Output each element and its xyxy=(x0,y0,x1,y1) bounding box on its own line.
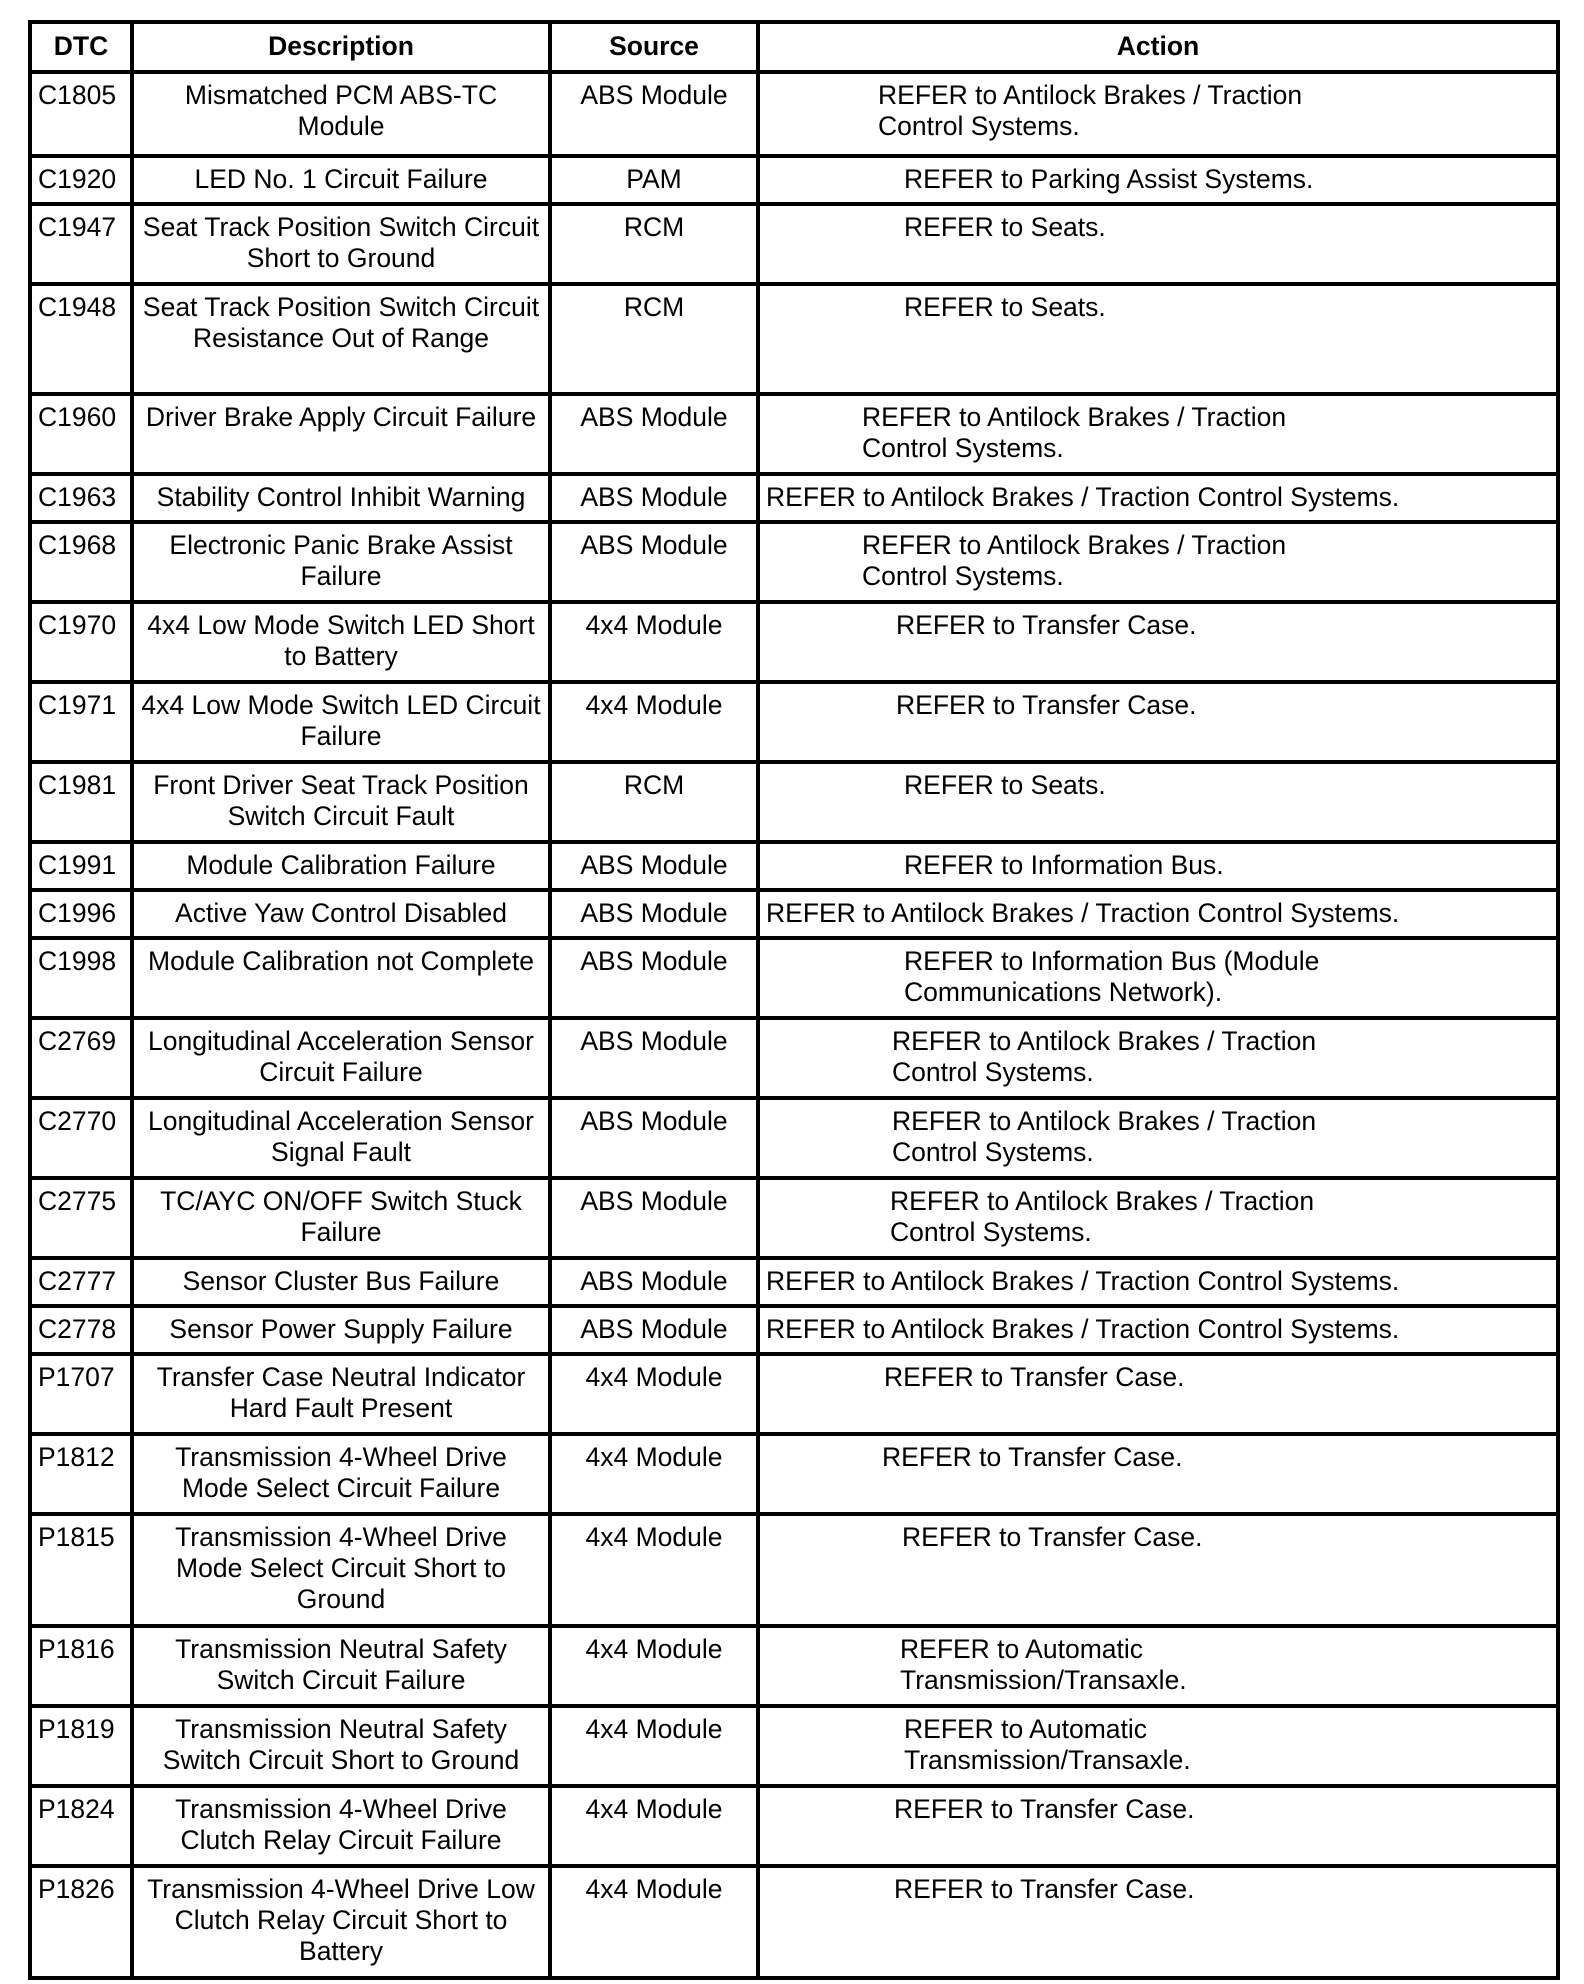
dtc-action xyxy=(758,474,1558,522)
dtc-code: P1816 xyxy=(30,1626,132,1706)
dtc-code: C1805 xyxy=(30,72,132,156)
dtc-code: C1970 xyxy=(30,602,132,682)
action-text: REFER to Antilock Brakes / Traction Control Systems. xyxy=(862,402,1287,463)
table-row xyxy=(30,474,1558,522)
dtc-code: C1981 xyxy=(30,762,132,842)
dtc-code: P1812 xyxy=(30,1434,132,1514)
action-text: REFER to Parking Assist Systems. xyxy=(904,164,1314,194)
dtc-description: Transmission 4-Wheel Drive Mode Select Circuit Short to Ground xyxy=(132,1514,550,1626)
table-row xyxy=(30,1434,1558,1514)
dtc-table-container xyxy=(28,20,1556,1980)
dtc-description: TC/AYC ON/OFF Switch Stuck Failure xyxy=(132,1178,550,1258)
dtc-action xyxy=(758,1098,1558,1178)
dtc-description: Transmission 4-Wheel Drive Clutch Relay Circuit Failure xyxy=(132,1786,550,1866)
dtc-source: 4x4 Module xyxy=(550,1434,758,1514)
dtc-source: ABS Module xyxy=(550,474,758,522)
dtc-action xyxy=(758,284,1558,394)
dtc-source: ABS Module xyxy=(550,938,758,1018)
table-row xyxy=(30,1626,1558,1706)
dtc-source: 4x4 Module xyxy=(550,1866,758,1978)
table-row xyxy=(30,156,1558,204)
dtc-description: Transmission 4-Wheel Drive Mode Select Circuit Failure xyxy=(132,1434,550,1514)
dtc-code: C1920 xyxy=(30,156,132,204)
table-row xyxy=(30,1354,1558,1434)
dtc-action xyxy=(758,1018,1558,1098)
dtc-code: C1963 xyxy=(30,474,132,522)
dtc-description: Longitudinal Acceleration Sensor Signal Fault xyxy=(132,1098,550,1178)
table-row xyxy=(30,72,1558,156)
dtc-code: C1971 xyxy=(30,682,132,762)
dtc-description: Front Driver Seat Track Position Switch Circuit Fault xyxy=(132,762,550,842)
action-text: REFER to Automatic Transmission/Transaxle. xyxy=(900,1634,1187,1695)
header-source: Source xyxy=(550,22,758,72)
dtc-code: C1998 xyxy=(30,938,132,1018)
table-row xyxy=(30,1178,1558,1258)
dtc-action xyxy=(758,1306,1558,1354)
table-row xyxy=(30,890,1558,938)
dtc-code: C1947 xyxy=(30,204,132,284)
dtc-source: RCM xyxy=(550,204,758,284)
table-row xyxy=(30,602,1558,682)
table-row xyxy=(30,1258,1558,1306)
table-row xyxy=(30,1866,1558,1978)
dtc-code: C1960 xyxy=(30,394,132,474)
dtc-code: P1824 xyxy=(30,1786,132,1866)
table-row xyxy=(30,522,1558,602)
header-action: Action xyxy=(758,22,1558,72)
dtc-description: LED No. 1 Circuit Failure xyxy=(132,156,550,204)
dtc-code: C2769 xyxy=(30,1018,132,1098)
dtc-action xyxy=(758,1354,1558,1434)
action-text: REFER to Transfer Case. xyxy=(882,1442,1183,1472)
table-row xyxy=(30,394,1558,474)
table-row xyxy=(30,1706,1558,1786)
dtc-source: 4x4 Module xyxy=(550,1514,758,1626)
table-row xyxy=(30,762,1558,842)
dtc-description: Sensor Power Supply Failure xyxy=(132,1306,550,1354)
action-text: REFER to Transfer Case. xyxy=(894,1874,1195,1904)
dtc-action xyxy=(758,938,1558,1018)
dtc-action xyxy=(758,1706,1558,1786)
dtc-code: C1948 xyxy=(30,284,132,394)
table-row xyxy=(30,682,1558,762)
table-row xyxy=(30,284,1558,394)
dtc-source: ABS Module xyxy=(550,1306,758,1354)
dtc-source: RCM xyxy=(550,284,758,394)
dtc-table xyxy=(28,20,1560,1980)
dtc-description: Stability Control Inhibit Warning xyxy=(132,474,550,522)
action-text: REFER to Antilock Brakes / Traction Control Systems. xyxy=(766,898,1400,928)
dtc-action xyxy=(758,1258,1558,1306)
action-text: REFER to Transfer Case. xyxy=(896,610,1197,640)
dtc-source: 4x4 Module xyxy=(550,1626,758,1706)
dtc-code: P1815 xyxy=(30,1514,132,1626)
dtc-code: C2777 xyxy=(30,1258,132,1306)
dtc-code: C1968 xyxy=(30,522,132,602)
action-text: REFER to Transfer Case. xyxy=(902,1522,1203,1552)
dtc-source: 4x4 Module xyxy=(550,1354,758,1434)
action-text: REFER to Antilock Brakes / Traction Control Systems. xyxy=(766,1266,1400,1296)
table-row xyxy=(30,1306,1558,1354)
action-text: REFER to Antilock Brakes / Traction Control Systems. xyxy=(890,1186,1315,1247)
dtc-source: ABS Module xyxy=(550,72,758,156)
dtc-action xyxy=(758,394,1558,474)
table-row xyxy=(30,1786,1558,1866)
action-text: REFER to Information Bus. xyxy=(904,850,1224,880)
dtc-description: Transmission Neutral Safety Switch Circuit Failure xyxy=(132,1626,550,1706)
dtc-description: Sensor Cluster Bus Failure xyxy=(132,1258,550,1306)
dtc-source: ABS Module xyxy=(550,1018,758,1098)
action-text: REFER to Seats. xyxy=(904,292,1106,322)
dtc-action xyxy=(758,1786,1558,1866)
dtc-description: Active Yaw Control Disabled xyxy=(132,890,550,938)
header-row xyxy=(30,22,1558,72)
action-text: REFER to Antilock Brakes / Traction Control Systems. xyxy=(766,482,1400,512)
dtc-description: Mismatched PCM ABS-TC Module xyxy=(132,72,550,156)
table-row xyxy=(30,1514,1558,1626)
dtc-source: 4x4 Module xyxy=(550,1706,758,1786)
dtc-action xyxy=(758,522,1558,602)
dtc-description: Transfer Case Neutral Indicator Hard Fault Present xyxy=(132,1354,550,1434)
dtc-code: C1996 xyxy=(30,890,132,938)
dtc-action xyxy=(758,1866,1558,1978)
dtc-action xyxy=(758,682,1558,762)
dtc-source: ABS Module xyxy=(550,842,758,890)
dtc-description: 4x4 Low Mode Switch LED Circuit Failure xyxy=(132,682,550,762)
action-text: REFER to Antilock Brakes / Traction Control Systems. xyxy=(878,80,1303,141)
table-row xyxy=(30,204,1558,284)
dtc-source: 4x4 Module xyxy=(550,602,758,682)
dtc-code: C2778 xyxy=(30,1306,132,1354)
dtc-action xyxy=(758,72,1558,156)
dtc-action xyxy=(758,842,1558,890)
dtc-description: Module Calibration not Complete xyxy=(132,938,550,1018)
dtc-description: 4x4 Low Mode Switch LED Short to Battery xyxy=(132,602,550,682)
dtc-source: 4x4 Module xyxy=(550,682,758,762)
dtc-description: Seat Track Position Switch Circuit Resistance Out of Range xyxy=(132,284,550,394)
dtc-code: P1826 xyxy=(30,1866,132,1978)
dtc-action xyxy=(758,1434,1558,1514)
dtc-description: Seat Track Position Switch Circuit Short to Ground xyxy=(132,204,550,284)
dtc-code: P1707 xyxy=(30,1354,132,1434)
dtc-description: Module Calibration Failure xyxy=(132,842,550,890)
action-text: REFER to Antilock Brakes / Traction Control Systems. xyxy=(862,530,1287,591)
dtc-source: 4x4 Module xyxy=(550,1786,758,1866)
action-text: REFER to Information Bus (Module Communications Network). xyxy=(904,946,1320,1007)
action-text: REFER to Automatic Transmission/Transaxle. xyxy=(904,1714,1191,1775)
action-text: REFER to Transfer Case. xyxy=(896,690,1197,720)
action-text: REFER to Antilock Brakes / Traction Control Systems. xyxy=(766,1314,1400,1344)
dtc-source: ABS Module xyxy=(550,890,758,938)
action-text: REFER to Seats. xyxy=(904,212,1106,242)
dtc-action xyxy=(758,204,1558,284)
dtc-action xyxy=(758,890,1558,938)
table-row xyxy=(30,1098,1558,1178)
dtc-description: Driver Brake Apply Circuit Failure xyxy=(132,394,550,474)
dtc-source: RCM xyxy=(550,762,758,842)
header-dtc: DTC xyxy=(30,22,132,72)
header-description: Description xyxy=(132,22,550,72)
dtc-action xyxy=(758,1178,1558,1258)
dtc-description: Electronic Panic Brake Assist Failure xyxy=(132,522,550,602)
dtc-source: ABS Module xyxy=(550,394,758,474)
dtc-code: C1991 xyxy=(30,842,132,890)
dtc-source: PAM xyxy=(550,156,758,204)
dtc-source: ABS Module xyxy=(550,522,758,602)
table-row xyxy=(30,1018,1558,1098)
dtc-action xyxy=(758,762,1558,842)
action-text: REFER to Antilock Brakes / Traction Control Systems. xyxy=(892,1026,1317,1087)
dtc-code: C2770 xyxy=(30,1098,132,1178)
table-row xyxy=(30,938,1558,1018)
dtc-action xyxy=(758,1514,1558,1626)
table-row xyxy=(30,842,1558,890)
dtc-code: C2775 xyxy=(30,1178,132,1258)
dtc-description: Transmission Neutral Safety Switch Circuit Short to Ground xyxy=(132,1706,550,1786)
action-text: REFER to Antilock Brakes / Traction Control Systems. xyxy=(892,1106,1317,1167)
action-text: REFER to Transfer Case. xyxy=(894,1794,1195,1824)
dtc-description: Transmission 4-Wheel Drive Low Clutch Relay Circuit Short to Battery xyxy=(132,1866,550,1978)
dtc-action xyxy=(758,1626,1558,1706)
dtc-action xyxy=(758,602,1558,682)
dtc-source: ABS Module xyxy=(550,1178,758,1258)
action-text: REFER to Seats. xyxy=(904,770,1106,800)
dtc-source: ABS Module xyxy=(550,1258,758,1306)
dtc-description: Longitudinal Acceleration Sensor Circuit Failure xyxy=(132,1018,550,1098)
dtc-action xyxy=(758,156,1558,204)
action-text: REFER to Transfer Case. xyxy=(884,1362,1185,1392)
dtc-source: ABS Module xyxy=(550,1098,758,1178)
dtc-code: P1819 xyxy=(30,1706,132,1786)
